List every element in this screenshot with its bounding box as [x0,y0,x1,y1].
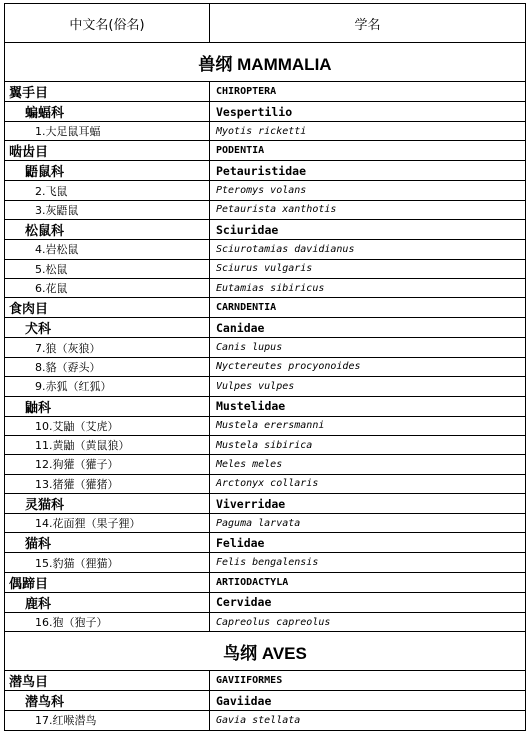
species-scientific-name: Eutamias sibiricus [210,278,526,297]
family-scientific-name: Felidae [210,533,526,553]
family-row [5,533,526,553]
family-scientific-name: Gaviidae [210,691,526,711]
family-chinese-name: 蝙蝠科 [5,102,210,122]
species-table [4,3,526,731]
species-scientific-name: Canis lupus [210,338,526,357]
species-scientific-name: Paguma larvata [210,514,526,533]
family-chinese-name: 鹿科 [5,592,210,612]
family-scientific-name: Vespertilio [210,102,526,122]
species-row [5,259,526,278]
species-chinese-name: 17.红喉潜鸟 [5,711,210,730]
species-scientific-name: Petaurista xanthotis [210,200,526,219]
order-row [5,572,526,592]
species-row [5,711,526,730]
family-scientific-name: Viverridae [210,494,526,514]
species-row [5,377,526,396]
species-scientific-name: Nyctereutes procyonoides [210,357,526,376]
species-chinese-name: 2.飞鼠 [5,181,210,200]
order-scientific-name: ARTIODACTYLA [210,572,526,592]
order-scientific-name: CHIROPTERA [210,82,526,102]
species-row [5,612,526,631]
species-row [5,278,526,297]
header-row [5,4,526,43]
class-header-row [5,43,526,82]
family-chinese-name: 松鼠科 [5,220,210,240]
species-scientific-name: Capreolus capreolus [210,612,526,631]
family-row [5,102,526,122]
species-row [5,416,526,435]
species-chinese-name: 6.花鼠 [5,278,210,297]
family-row [5,396,526,416]
family-chinese-name: 潜鸟科 [5,691,210,711]
order-row [5,671,526,691]
family-row [5,161,526,181]
species-row [5,474,526,493]
species-row [5,338,526,357]
species-scientific-name: Mustela sibirica [210,435,526,454]
species-chinese-name: 14.花面狸（果子狸） [5,514,210,533]
species-chinese-name: 10.艾鼬（艾虎） [5,416,210,435]
family-scientific-name: Sciuridae [210,220,526,240]
family-chinese-name: 鼬科 [5,396,210,416]
species-chinese-name: 15.豹猫（狸猫） [5,553,210,572]
family-scientific-name: Cervidae [210,592,526,612]
order-row [5,298,526,318]
order-chinese-name: 食肉目 [5,298,210,318]
species-row [5,200,526,219]
family-row [5,220,526,240]
species-scientific-name: Vulpes vulpes [210,377,526,396]
species-chinese-name: 16.狍（狍子） [5,612,210,631]
species-chinese-name: 5.松鼠 [5,259,210,278]
species-row [5,553,526,572]
family-row [5,592,526,612]
family-chinese-name: 犬科 [5,318,210,338]
family-chinese-name: 鼯鼠科 [5,161,210,181]
family-row [5,494,526,514]
species-chinese-name: 8.貉（孬头） [5,357,210,376]
class-header-row [5,632,526,671]
order-scientific-name: PODENTIA [210,141,526,161]
species-scientific-name: Pteromys volans [210,181,526,200]
species-scientific-name: Myotis ricketti [210,122,526,141]
species-row [5,240,526,259]
species-row [5,122,526,141]
species-scientific-name: Felis bengalensis [210,553,526,572]
class-title: 兽纲 MAMMALIA [5,43,526,82]
species-chinese-name: 4.岩松鼠 [5,240,210,259]
species-chinese-name: 7.狼（灰狼） [5,338,210,357]
species-chinese-name: 12.狗獾（獾子） [5,455,210,474]
family-chinese-name: 灵猫科 [5,494,210,514]
header-scientific-name: 学名 [210,4,526,43]
species-row [5,181,526,200]
header-chinese-name: 中文名(俗名) [5,4,210,43]
species-chinese-name: 11.黄鼬（黄鼠狼） [5,435,210,454]
species-scientific-name: Gavia stellata [210,711,526,730]
order-chinese-name: 啮齿目 [5,141,210,161]
family-scientific-name: Mustelidae [210,396,526,416]
order-chinese-name: 翼手目 [5,82,210,102]
species-row [5,435,526,454]
family-row [5,691,526,711]
order-scientific-name: GAVIIFORMES [210,671,526,691]
species-scientific-name: Sciurus vulgaris [210,259,526,278]
species-chinese-name: 3.灰鼯鼠 [5,200,210,219]
species-chinese-name: 9.赤狐（红狐） [5,377,210,396]
order-row [5,82,526,102]
order-scientific-name: CARNDENTIA [210,298,526,318]
species-row [5,455,526,474]
species-scientific-name: Meles meles [210,455,526,474]
order-chinese-name: 偶蹄目 [5,572,210,592]
class-title: 鸟纲 AVES [5,632,526,671]
species-table-body [5,4,526,731]
family-scientific-name: Canidae [210,318,526,338]
species-chinese-name: 1.大足鼠耳蝠 [5,122,210,141]
species-scientific-name: Sciurotamias davidianus [210,240,526,259]
family-scientific-name: Petauristidae [210,161,526,181]
species-row [5,357,526,376]
species-scientific-name: Arctonyx collaris [210,474,526,493]
family-row [5,318,526,338]
family-chinese-name: 猫科 [5,533,210,553]
species-scientific-name: Mustela erersmanni [210,416,526,435]
order-row [5,141,526,161]
order-chinese-name: 潜鸟目 [5,671,210,691]
species-chinese-name: 13.猪獾（獾猪） [5,474,210,493]
species-row [5,514,526,533]
